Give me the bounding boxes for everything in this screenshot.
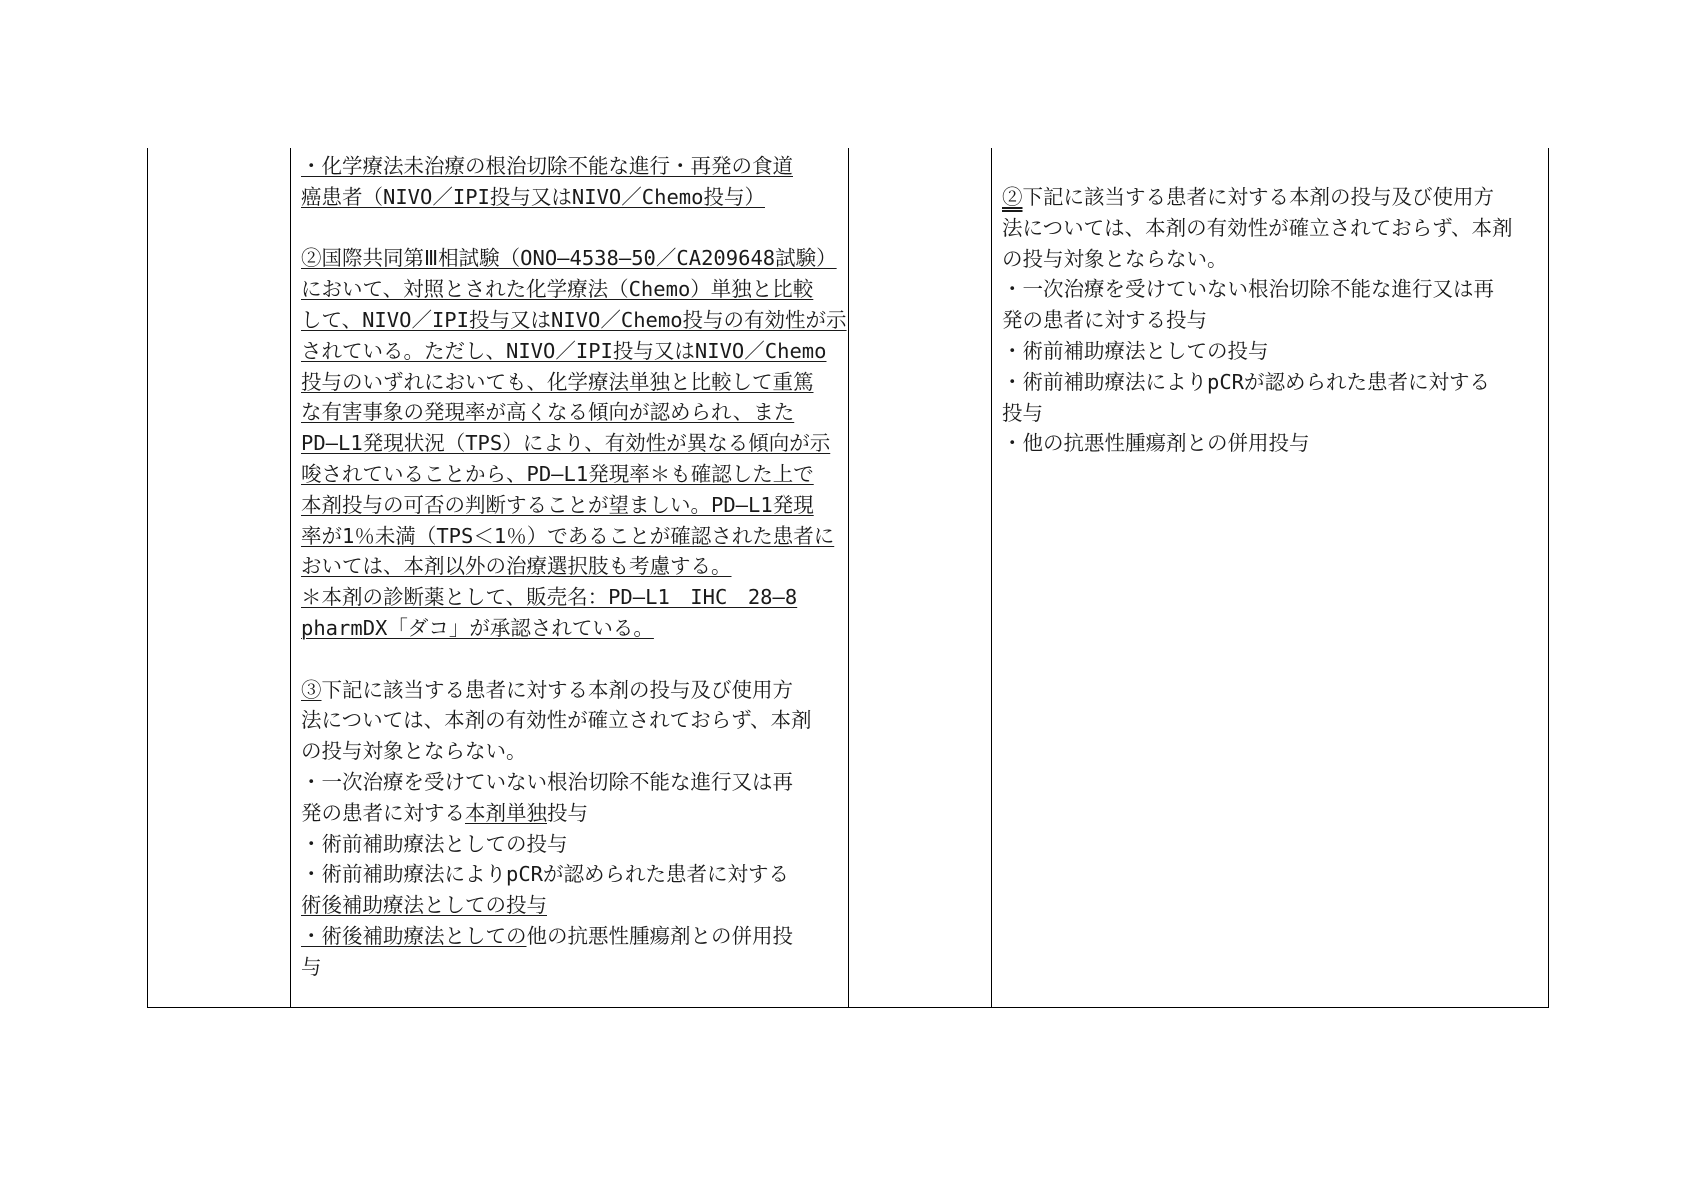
- text-line: 術後補助療法としての投与: [301, 893, 547, 918]
- text-span-underlined: ・術後補助療法としての: [301, 923, 527, 948]
- left-text-cell: [301, 151, 847, 983]
- text-line: [301, 921, 847, 952]
- text-line: の投与対象とならない。: [301, 739, 527, 764]
- table-border-bottom: [147, 1007, 1549, 1008]
- text-line: 本剤投与の可否の判断することが望ましい。PD―L1発現: [301, 492, 814, 517]
- text-line: ②国際共同第Ⅲ相試験（ONO―4538―50／CA209648試験）: [301, 246, 837, 271]
- text-line: ・化学療法未治療の根治切除不能な進行・再発の食道: [301, 154, 793, 178]
- text-line: 投与のいずれにおいても、化学療法単独と比較して重篤: [301, 369, 814, 394]
- text-line: [1002, 182, 1512, 213]
- text-line: ・術前補助療法によりpCRが認められた患者に対する: [301, 862, 790, 887]
- text-line: 投与: [1002, 400, 1043, 425]
- text-line: [301, 675, 847, 706]
- text-line: [301, 798, 847, 829]
- text-span: 下記に該当する患者に対する本剤の投与及び使用方: [1022, 185, 1494, 209]
- text-line: ・一次治療を受けていない根治切除不能な進行又は再: [301, 769, 793, 794]
- text-line: において、対照とされた化学療法（Chemo）単独と比較: [301, 277, 814, 302]
- text-line: ＊本剤の診断薬として、販売名：PD―L1 IHC 28―8: [301, 585, 798, 610]
- text-line: 発の患者に対する投与: [1002, 308, 1207, 333]
- right-text-cell: [1002, 182, 1512, 459]
- text-line: 率が1％未満（TPS＜1％）であることが確認された患者に: [301, 523, 835, 548]
- text-span-underlined: 本剤単独: [465, 800, 547, 825]
- text-line: ・術前補助療法としての投与: [1002, 338, 1269, 363]
- table-column-divider-3: [991, 148, 992, 1008]
- text-line: 唆されていることから、PD―L1発現率＊も確認した上で: [301, 461, 814, 486]
- text-span: 発の患者に対する: [301, 800, 465, 825]
- text-line: おいては、本剤以外の治療選択肢も考慮する。: [301, 554, 732, 579]
- item-number-marker: ②: [1002, 185, 1023, 209]
- text-line: な有害事象の発現率が高くなる傾向が認められ、また: [301, 400, 795, 425]
- item-number-marker: ③: [301, 677, 322, 702]
- text-line: ・術前補助療法としての投与: [301, 831, 568, 856]
- table-border-right: [1548, 148, 1549, 1008]
- text-line: ・他の抗悪性腫瘍剤との併用投与: [1002, 431, 1310, 456]
- table-border-left: [147, 148, 148, 1008]
- text-line: 与: [301, 954, 322, 979]
- table-column-divider-2: [848, 148, 849, 1008]
- text-line: ・術前補助療法によりpCRが認められた患者に対する: [1002, 369, 1491, 394]
- text-line: されている。ただし、NIVO／IPI投与又はNIVO／Chemo: [301, 338, 827, 363]
- text-line: の投与対象とならない。: [1002, 246, 1228, 271]
- text-line: 癌患者（NIVO／IPI投与又はNIVO／Chemo投与）: [301, 184, 765, 209]
- text-line: pharmDX「ダコ」が承認されている。: [301, 615, 654, 640]
- text-span: 他の抗悪性腫瘍剤との併用投: [526, 923, 793, 948]
- text-line: 法については、本剤の有効性が確立されておらず、本剤: [1002, 215, 1513, 240]
- text-line: 法については、本剤の有効性が確立されておらず、本剤: [301, 708, 812, 733]
- text-span: 投与: [547, 800, 588, 825]
- text-span: 下記に該当する患者に対する本剤の投与及び使用方: [321, 677, 793, 702]
- text-line: して、NIVO／IPI投与又はNIVO／Chemo投与の有効性が示: [301, 307, 847, 332]
- text-line: PD―L1発現状況（TPS）により、有効性が異なる傾向が示: [301, 431, 831, 456]
- text-line: ・一次治療を受けていない根治切除不能な進行又は再: [1002, 277, 1494, 302]
- table-column-divider-1: [290, 148, 291, 1008]
